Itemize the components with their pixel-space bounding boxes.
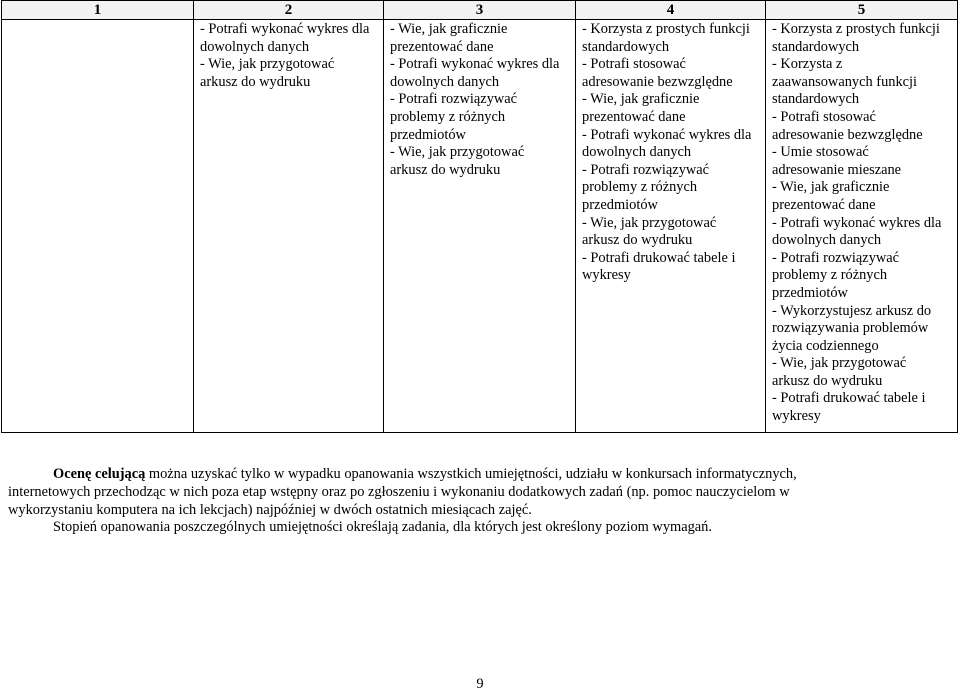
cell-line: - Wie, jak przygotować: [200, 56, 335, 73]
cell-line: - Korzysta z: [772, 56, 843, 73]
cell-line: arkusz do wydruku: [582, 232, 693, 249]
cell-line: - Potrafi rozwiązywać: [772, 249, 900, 266]
cell-line: - Potrafi wykonać wykres dla: [390, 56, 560, 73]
cell-line: - Potrafi rozwiązywać: [582, 161, 710, 178]
cell-line: adresowanie bezwzględne: [772, 126, 923, 143]
cell-line: - Wie, jak graficznie: [772, 179, 890, 196]
cell-line: - Potrafi wykonać wykres dla: [772, 214, 942, 231]
cell-line: - Korzysta z prostych funkcji: [772, 21, 940, 37]
cell-line: - Potrafi drukować tabele i: [582, 249, 736, 266]
cell-line: - Potrafi wykonać wykres dla: [200, 21, 370, 37]
note-line-3: wykorzystaniu komputera na ich lekcjach) najpóźniej w dwóch ostatnich miesiącach zajęć.: [8, 501, 532, 518]
grade-cell-2: [194, 20, 384, 433]
table-header-row: [2, 1, 958, 20]
cell-line: życia codziennego: [772, 337, 879, 354]
grading-note: [8, 466, 953, 537]
cell-line: dowolnych danych: [582, 144, 692, 161]
column-header-5: 5: [766, 1, 958, 20]
cell-line: problemy z różnych: [772, 267, 888, 284]
note-bold-start: Ocenę celującą: [53, 466, 146, 482]
cell-line: dowolnych danych: [200, 38, 310, 55]
cell-line: - Korzysta z prostych funkcji: [582, 21, 750, 37]
cell-line: - Wie, jak graficznie: [582, 91, 700, 108]
cell-line: zaawansowanych funkcji: [772, 73, 918, 90]
cell-line: prezentować dane: [582, 108, 686, 125]
cell-line: arkusz do wydruku: [200, 73, 311, 90]
note-line-1: [8, 466, 953, 484]
cell-line: prezentować dane: [772, 196, 876, 213]
cell-line: - Wie, jak graficznie: [390, 21, 508, 37]
cell-line: adresowanie mieszane: [772, 161, 902, 178]
note-line-1-rest: można uzyskać tylko w wypadku opanowania wszystkich umiejętności, udziału w konkursach informatycznych,: [145, 466, 797, 482]
cell-line: arkusz do wydruku: [390, 161, 501, 178]
cell-line: - Umie stosować: [772, 144, 869, 161]
cell-line: - Wie, jak przygotować: [772, 355, 907, 372]
cell-line: wykresy: [772, 408, 821, 425]
cell-line: problemy z różnych: [390, 108, 506, 125]
cell-line: - Wykorzystujesz arkusz do: [772, 302, 932, 319]
grade-cell-3: [384, 20, 576, 433]
cell-line: - Potrafi stosować: [772, 108, 876, 125]
cell-line: dowolnych danych: [390, 73, 500, 90]
cell-line: problemy z różnych: [582, 179, 698, 196]
column-header-3: 3: [384, 1, 576, 20]
cell-line: - Potrafi stosować: [582, 56, 686, 73]
cell-line: - Wie, jak przygotować: [390, 144, 525, 161]
cell-line: standardowych: [582, 38, 670, 55]
cell-line: arkusz do wydruku: [772, 372, 883, 389]
cell-line: rozwiązywania problemów: [772, 320, 929, 337]
cell-line: - Wie, jak przygotować: [582, 214, 717, 231]
column-header-1: 1: [2, 1, 194, 20]
cell-line: standardowych: [772, 91, 860, 108]
grade-cell-5: [766, 20, 958, 433]
note-line-2: internetowych przechodząc w nich poza etap wstępny oraz po zgłoszeniu i wykonaniu dodatkowych zadań (np. pomoc nauczycielom w: [8, 483, 790, 500]
column-header-2: 2: [194, 1, 384, 20]
page-number: 9: [476, 676, 484, 692]
grade-cell-4: [576, 20, 766, 433]
cell-line: - Potrafi rozwiązywać: [390, 91, 518, 108]
note-line-4: Stopień opanowania poszczególnych umiejętności określają zadania, dla których jest określony poziom wymagań.: [53, 519, 712, 536]
cell-line: prezentować dane: [390, 38, 494, 55]
requirements-table: [1, 0, 958, 433]
cell-line: - Potrafi drukować tabele i: [772, 390, 926, 407]
cell-line: standardowych: [772, 38, 860, 55]
table-row: [2, 20, 958, 433]
cell-line: przedmiotów: [582, 196, 658, 213]
grade-cell-1: [2, 20, 194, 433]
cell-line: adresowanie bezwzględne: [582, 73, 733, 90]
cell-line: dowolnych danych: [772, 232, 882, 249]
cell-line: przedmiotów: [772, 284, 848, 301]
cell-line: - Potrafi wykonać wykres dla: [582, 126, 752, 143]
column-header-4: 4: [576, 1, 766, 20]
cell-line: przedmiotów: [390, 126, 466, 143]
cell-line: wykresy: [582, 267, 631, 284]
